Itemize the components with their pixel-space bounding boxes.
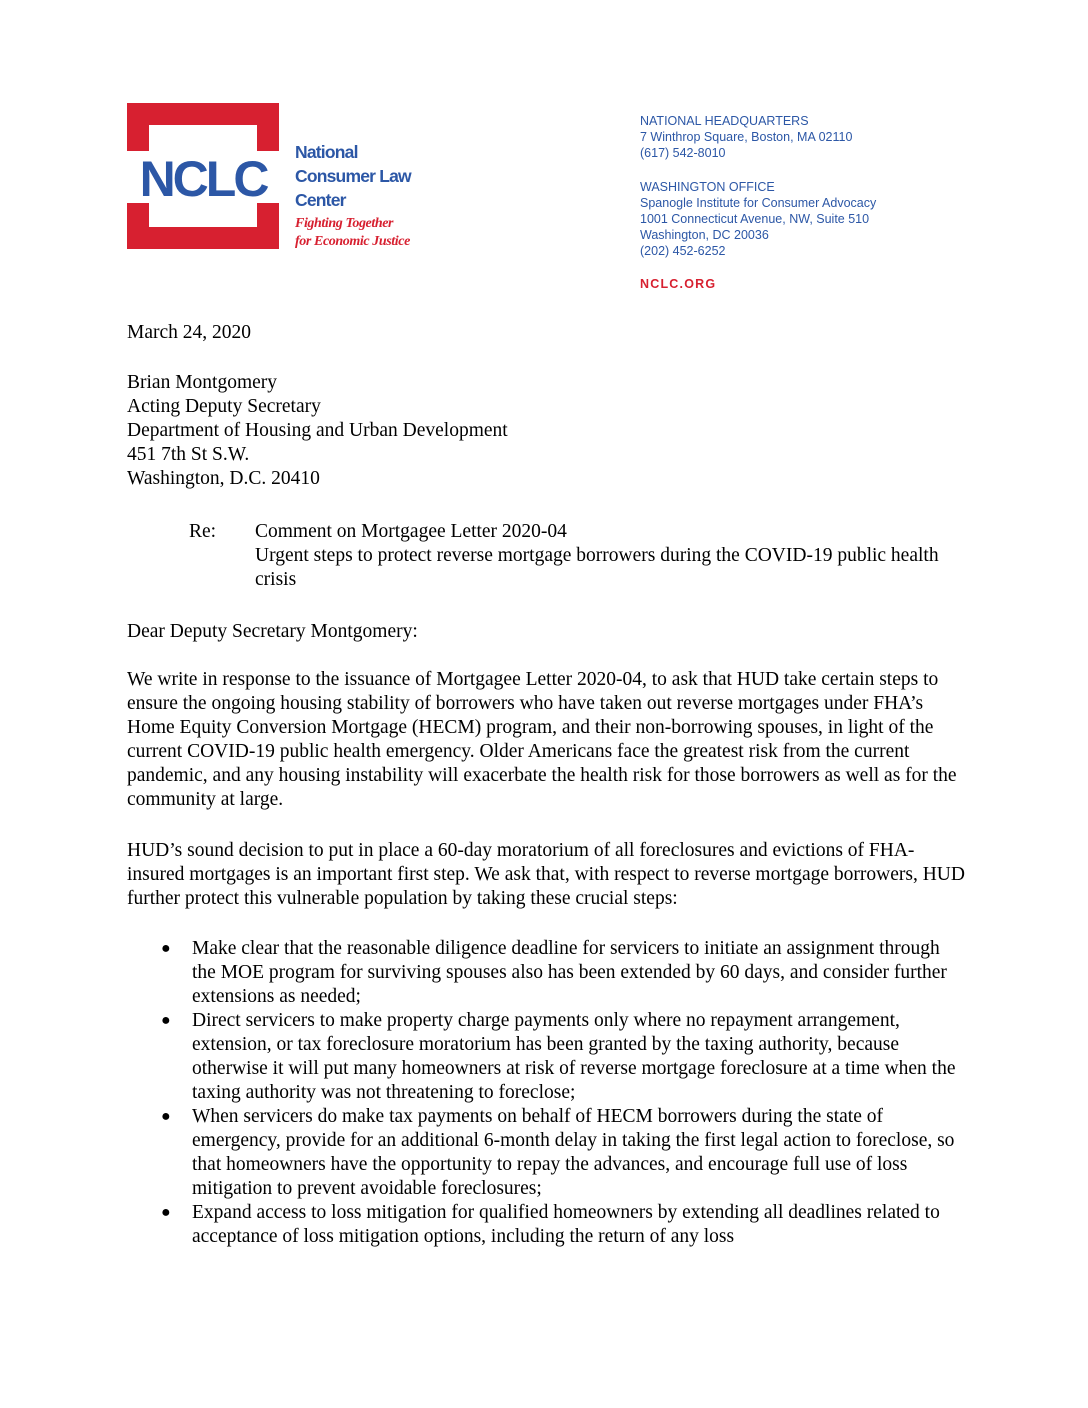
nclc-logo xyxy=(127,103,279,249)
logo-name-line: Center xyxy=(295,190,346,210)
bullet-icon: ● xyxy=(161,1204,171,1221)
list-item-text: Expand access to loss mitigation for qualified homeowners by extending all deadlines related to acceptance of loss mitigation options, including the return of any loss xyxy=(192,1202,940,1247)
washington-office-address xyxy=(640,179,876,259)
recipient-street: 451 7th St S.W. xyxy=(127,444,250,465)
list-item-text: When servicers do make tax payments on behalf of HECM borrowers during the state of emergency, provide for an additional 6-month delay in taking the first legal action to foreclose, so that homeowners have the opportunity to repay the advances, and encourage full use of loss mitigation to prevent avoidable foreclosures; xyxy=(192,1106,955,1199)
address-line: 1001 Connecticut Avenue, NW, Suite 510 xyxy=(640,212,870,226)
list-item xyxy=(127,1009,967,1105)
recipient-name: Brian Montgomery xyxy=(127,372,278,393)
logo-initials: NCLC xyxy=(139,151,267,207)
recipient-block xyxy=(127,371,508,491)
body-paragraph: HUD’s sound decision to put in place a 60-day moratorium of all foreclosures and evictions of FHA-insured mortgages is an important first step. We ask that, with respect to reverse mortgage borrowers, HUD further protect this vulnerable population by taking these crucial steps: xyxy=(127,840,965,909)
logo-name-line: National xyxy=(295,142,358,162)
bullet-icon: ● xyxy=(161,940,171,957)
logo-bar-top xyxy=(127,103,279,125)
salutation: Dear Deputy Secretary Montgomery: xyxy=(127,621,418,642)
recipient-title: Acting Deputy Secretary xyxy=(127,396,321,417)
request-list xyxy=(127,937,967,1249)
list-item xyxy=(127,1105,967,1201)
logo-tagline xyxy=(295,215,410,251)
bullet-icon: ● xyxy=(161,1108,171,1125)
address-line: Spanogle Institute for Consumer Advocacy xyxy=(640,196,877,210)
list-item-text: Direct servicers to make property charge payments only where no repayment arrangement, extension, or tax foreclosure moratorium has been granted by the taxing authority, because otherwise it will put many homeowners at risk of reverse mortgage foreclosure at a time when the taxing authority was not threatening to foreclose; xyxy=(192,1010,956,1103)
logo-tagline-line: Fighting Together xyxy=(295,216,394,231)
washington-office-title: WASHINGTON OFFICE xyxy=(640,180,775,194)
re-subject: Comment on Mortgagee Letter 2020-04 Urgent steps to protect reverse mortgage borrowers during the COVID-19 public health crisis xyxy=(255,521,939,590)
address-line: 7 Winthrop Square, Boston, MA 02110 xyxy=(640,130,853,144)
headquarters-title: NATIONAL HEADQUARTERS xyxy=(640,114,809,128)
list-item xyxy=(127,1201,967,1249)
phone-line: (202) 452-6252 xyxy=(640,244,726,258)
logo-organization-name xyxy=(295,140,411,212)
phone-line: (617) 542-8010 xyxy=(640,146,726,160)
website-link[interactable]: NCLC.ORG xyxy=(640,277,717,291)
body-paragraph: We write in response to the issuance of Mortgagee Letter 2020-04, to ask that HUD take certain steps to ensure the ongoing housing stability of borrowers who have taken out reverse mortgages under FHA’s Home Equity Conversion Mortgage (HECM) program, and their non-borrowing spouses, in light of the current COVID-19 public health emergency. Older Americans face the greatest risk from the current pandemic, and any housing instability will exacerbate the health risk for those borrowers as well as for the community at large. xyxy=(127,669,957,810)
list-item xyxy=(127,937,967,1009)
recipient-department: Department of Housing and Urban Development xyxy=(127,420,508,441)
bullet-icon: ● xyxy=(161,1012,171,1029)
logo-name-line: Consumer Law xyxy=(295,166,411,186)
logo-tagline-line: for Economic Justice xyxy=(295,234,410,249)
re-label: Re: xyxy=(189,521,217,542)
headquarters-address xyxy=(640,113,852,161)
logo-bar-bottom xyxy=(127,227,279,249)
recipient-city: Washington, D.C. 20410 xyxy=(127,468,320,489)
address-line: Washington, DC 20036 xyxy=(640,228,769,242)
list-item-text: Make clear that the reasonable diligence deadline for servicers to initiate an assignment through the MOE program for surviving spouses also has been extended by 60 days, and consider further extensions as needed; xyxy=(192,938,947,1007)
letter-date: March 24, 2020 xyxy=(127,322,252,343)
